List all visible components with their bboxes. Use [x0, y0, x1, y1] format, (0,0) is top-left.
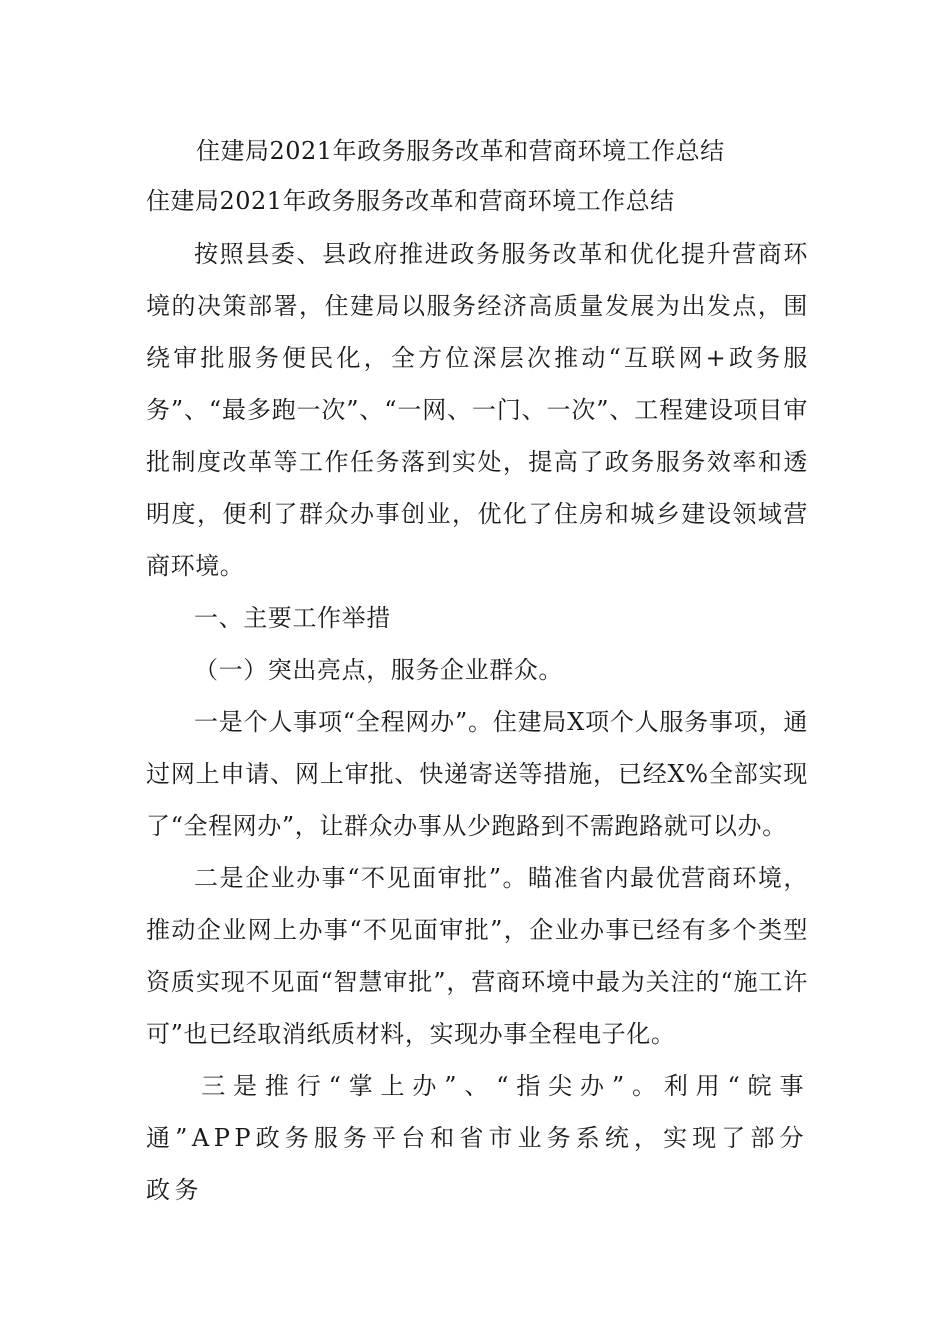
document-body	[146, 228, 808, 1216]
document-subtitle: 住建局2021年政务服务改革和营商环境工作总结	[146, 187, 675, 215]
document-title: 住建局2021年政务服务改革和营商环境工作总结	[196, 137, 725, 165]
point-three-paragraph: 三是推行“掌上办”、“指尖办”。利用“皖事通”APP政务服务平台和省市业务系统，实现了部分政务	[146, 1072, 808, 1204]
point-one-paragraph: 一是个人事项“全程网办”。住建局X项个人服务事项，通过网上申请、网上审批、快递寄送等措施，已经X%全部实现了“全程网办”，让群众办事从少跑路到不需跑路就可以办。	[146, 708, 808, 840]
point-two-paragraph: 二是企业办事“不见面审批”。瞄准省内最优营商环境，推动企业网上办事“不见面审批”，企业办事已经有多个类型资质实现不见面“智慧审批”，营商环境中最为关注的“施工许可”也已经取消纸质材料，实现办事全程电子化。	[146, 864, 808, 1048]
subsection-heading: （一）突出亮点，服务企业群众。	[194, 656, 563, 684]
intro-paragraph: 按照县委、县政府推进政务服务改革和优化提升营商环境的决策部署，住建局以服务经济高质量发展为出发点，围绕审批服务便民化，全方位深层次推动“互联网+政务服务”、“最多跑一次”、“一网、一门、一次”、工程建设项目审批制度改革等工作任务落到实处，提高了政务服务效率和透明度，便利了群众办事创业，优化了住房和城乡建设领域营商环境。	[146, 240, 808, 580]
section-heading: 一、主要工作举措	[194, 604, 391, 632]
